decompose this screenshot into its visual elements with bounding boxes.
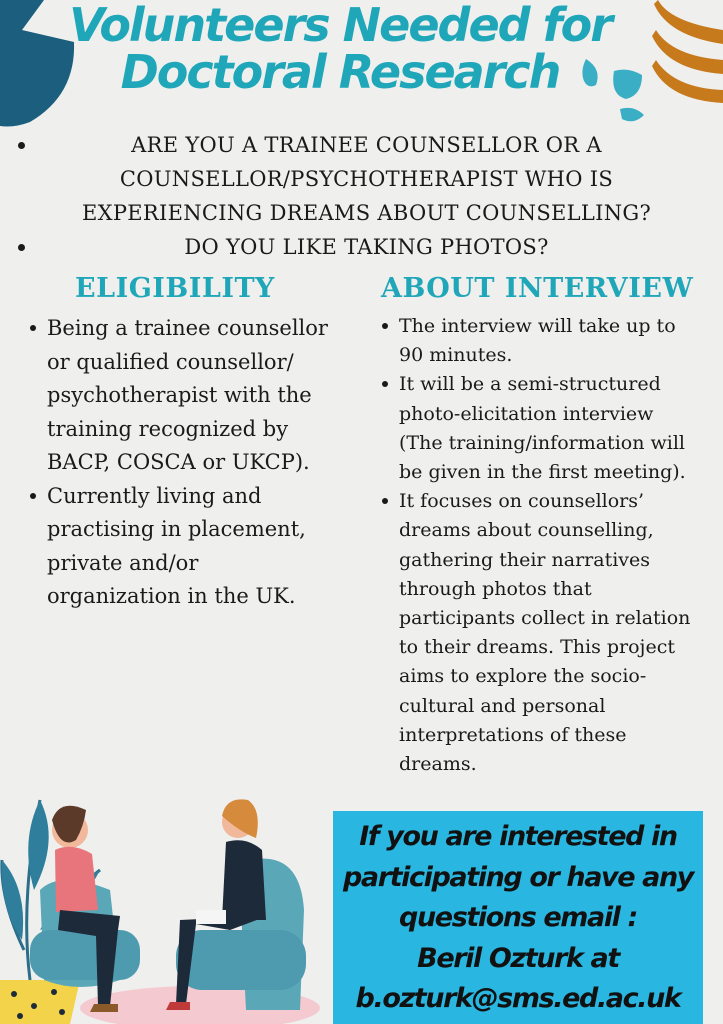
poster-title: Volunteers Needed for Doctoral Research: [69, 0, 611, 99]
counselling-session-illustration: [0, 780, 330, 1024]
contact-line: participating or have any: [342, 861, 693, 893]
eligibility-list: [28, 312, 328, 614]
list-item: [28, 480, 328, 614]
contact-email-link[interactable]: b.ozturk@sms.ed.ac.uk: [355, 983, 681, 1014]
question-item: [0, 128, 723, 230]
question-item: [0, 230, 723, 264]
contact-line: questions email :: [399, 902, 637, 933]
contact-name: Beril Ozturk at: [417, 942, 619, 974]
bullet-icon: [18, 142, 25, 149]
contact-line: If you are interested in: [359, 821, 677, 852]
list-item: [381, 312, 701, 370]
eligibility-heading: ELIGIBILITY: [75, 273, 275, 304]
bullet-icon: [382, 381, 388, 387]
top-right-wave-decoration: [650, 0, 723, 105]
about-interview-list: [381, 312, 701, 779]
bullet-icon: [382, 498, 388, 504]
bullet-icon: [30, 493, 36, 499]
list-item: [381, 487, 701, 779]
list-item-text: Being a trainee counsellor or qualified counsellor/ psychotherapist with the training recognized by BACP, COSCA or UKCP).: [47, 316, 328, 474]
contact-box: [333, 811, 703, 1024]
contact-text: [333, 817, 703, 1020]
list-item-text: The interview will take up to 90 minutes.: [399, 315, 676, 367]
about-interview-heading: ABOUT INTERVIEW: [381, 273, 694, 304]
bullet-icon: [30, 325, 36, 331]
bullet-icon: [18, 244, 25, 251]
question-text: ARE YOU A TRAINEE COUNSELLOR OR A COUNSELLOR/PSYCHOTHERAPIST WHO IS EXPERIENCING DREAMS ABOUT COUNSELLING?: [81, 133, 652, 225]
list-item: [28, 312, 328, 480]
list-item: [381, 370, 701, 487]
question-list: [0, 128, 723, 264]
list-item-text: It will be a semi-structured photo-elicitation interview (The training/information will be given in the first meeting).: [399, 373, 686, 484]
list-item-text: Currently living and practising in placement, private and/or organization in the UK.: [47, 483, 306, 608]
list-item-text: It focuses on counsellors’ dreams about counselling, gathering their narratives through photos that participants collect in relation to their dreams. This project aims to explore the socio-cultural and personal interpretations of these dreams.: [399, 490, 691, 776]
question-text: DO YOU LIKE TAKING PHOTOS?: [184, 235, 549, 259]
bullet-icon: [382, 323, 388, 329]
